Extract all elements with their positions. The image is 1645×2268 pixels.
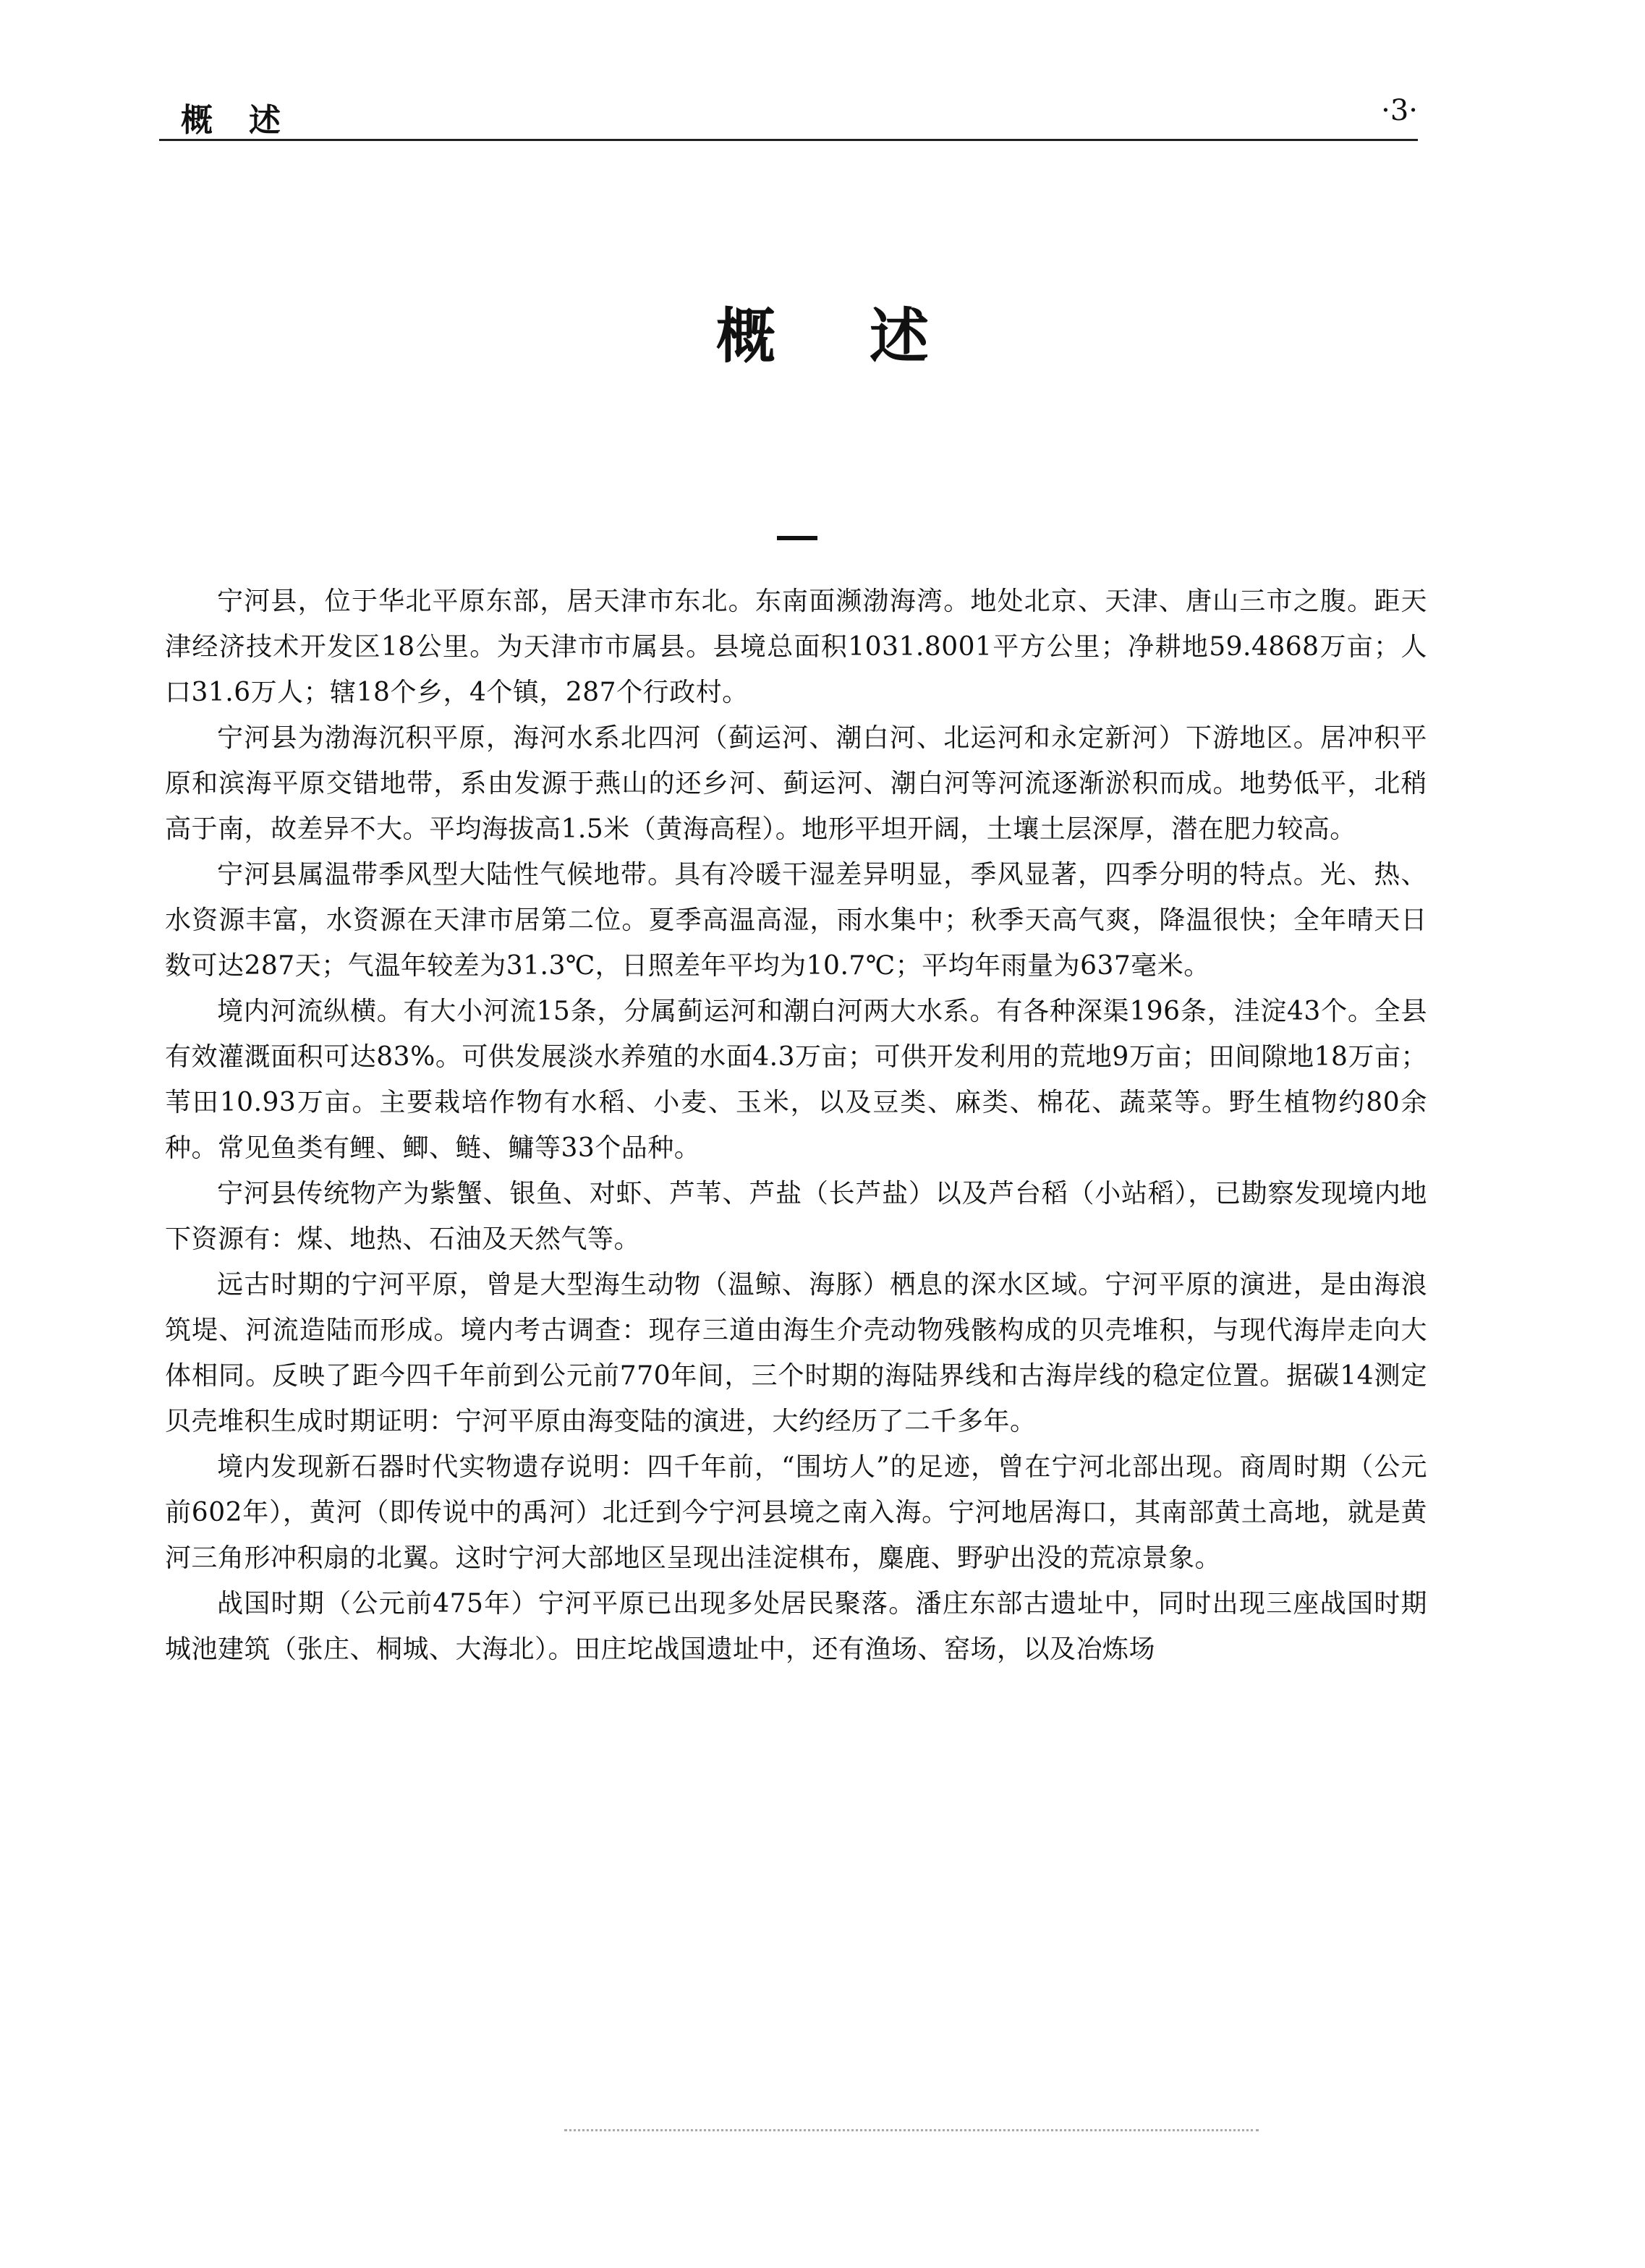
paragraph: 宁河县为渤海沉积平原，海河水系北四河（蓟运河、潮白河、北运河和永定新河）下游地区。居冲积平原和滨海平原交错地带，系由发源于燕山的还乡河、蓟运河、潮白河等河流逐渐淤积而成。地势低平，北稍高于南，故差异不大。平均海拔高1.5米（黄海高程）。地形平坦开阔，土壤土层深厚，潜在肥力较高。 <box>165 723 1427 844</box>
body-text <box>165 579 1427 1672</box>
paragraph: 境内河流纵横。有大小河流15条，分属蓟运河和潮白河两大水系。有各种深渠196条，洼淀43个。全县有效灌溉面积可达83%。可供发展淡水养殖的水面4.3万亩；可供开发利用的荒地9万亩；田间隙地18万亩；苇田10.93万亩。主要栽培作物有水稻、小麦、玉米，以及豆类、麻类、棉花、蔬菜等。野生植物约80余种。常见鱼类有鲤、鲫、鲢、鳙等33个品种。 <box>165 997 1427 1163</box>
section-numeral <box>777 536 817 540</box>
scan-artifact-dots <box>564 2129 1259 2134</box>
running-header <box>159 87 1418 145</box>
paragraph: 宁河县属温带季风型大陆性气候地带。具有冷暖干湿差异明显，季风显著，四季分明的特点。光、热、水资源丰富，水资源在天津市居第二位。夏季高温高湿，雨水集中；秋季天高气爽，降温很快；全年晴天日数可达287天；气温年较差为31.3℃，日照差年平均为10.7℃；平均年雨量为637毫米。 <box>165 860 1427 981</box>
paragraph: 境内发现新石器时代实物遗存说明：四千年前，“围坊人”的足迹，曾在宁河北部出现。商周时期（公元前602年），黄河（即传说中的禹河）北迁到今宁河县境之南入海。宁河地居海口，其南部黄土高地，就是黄河三角形冲积扇的北翼。这时宁河大部地区呈现出洼淀棋布，麋鹿、野驴出没的荒凉景象。 <box>165 1452 1427 1573</box>
paragraph: 宁河县，位于华北平原东部，居天津市东北。东南面濒渤海湾。地处北京、天津、唐山三市之腹。距天津经济技术开发区18公里。为天津市市属县。县境总面积1031.8001平方公里；净耕地59.4868万亩；人口31.6万人；辖18个乡，4个镇，287个行政村。 <box>165 587 1427 707</box>
chapter-title: 概述 <box>715 302 1023 371</box>
page-number: ·3· <box>1381 94 1418 127</box>
paragraph: 战国时期（公元前475年）宁河平原已出现多处居民聚落。潘庄东部古遗址中，同时出现三座战国时期城池建筑（张庄、桐城、大海北）。田庄坨战国遗址中，还有渔场、窑场，以及冶炼场 <box>165 1589 1427 1664</box>
paragraph: 宁河县传统物产为紫蟹、银鱼、对虾、芦苇、芦盐（长芦盐）以及芦台稻（小站稻），已勘察发现境内地下资源有：煤、地热、石油及天然气等。 <box>165 1179 1427 1254</box>
paragraph: 远古时期的宁河平原，曾是大型海生动物（温鲸、海豚）栖息的深水区域。宁河平原的演进，是由海浪筑堤、河流造陆而形成。境内考古调查：现存三道由海生介壳动物残骸构成的贝壳堆积，与现代海岸走向大体相同。反映了距今四千年前到公元前770年间，三个时期的海陆界线和古海岸线的稳定位置。据碳14测定贝壳堆积生成时期证明：宁河平原由海变陆的演进，大约经历了二千多年。 <box>165 1270 1427 1436</box>
running-header-title: 概述 <box>181 102 317 139</box>
header-rule <box>159 139 1418 141</box>
